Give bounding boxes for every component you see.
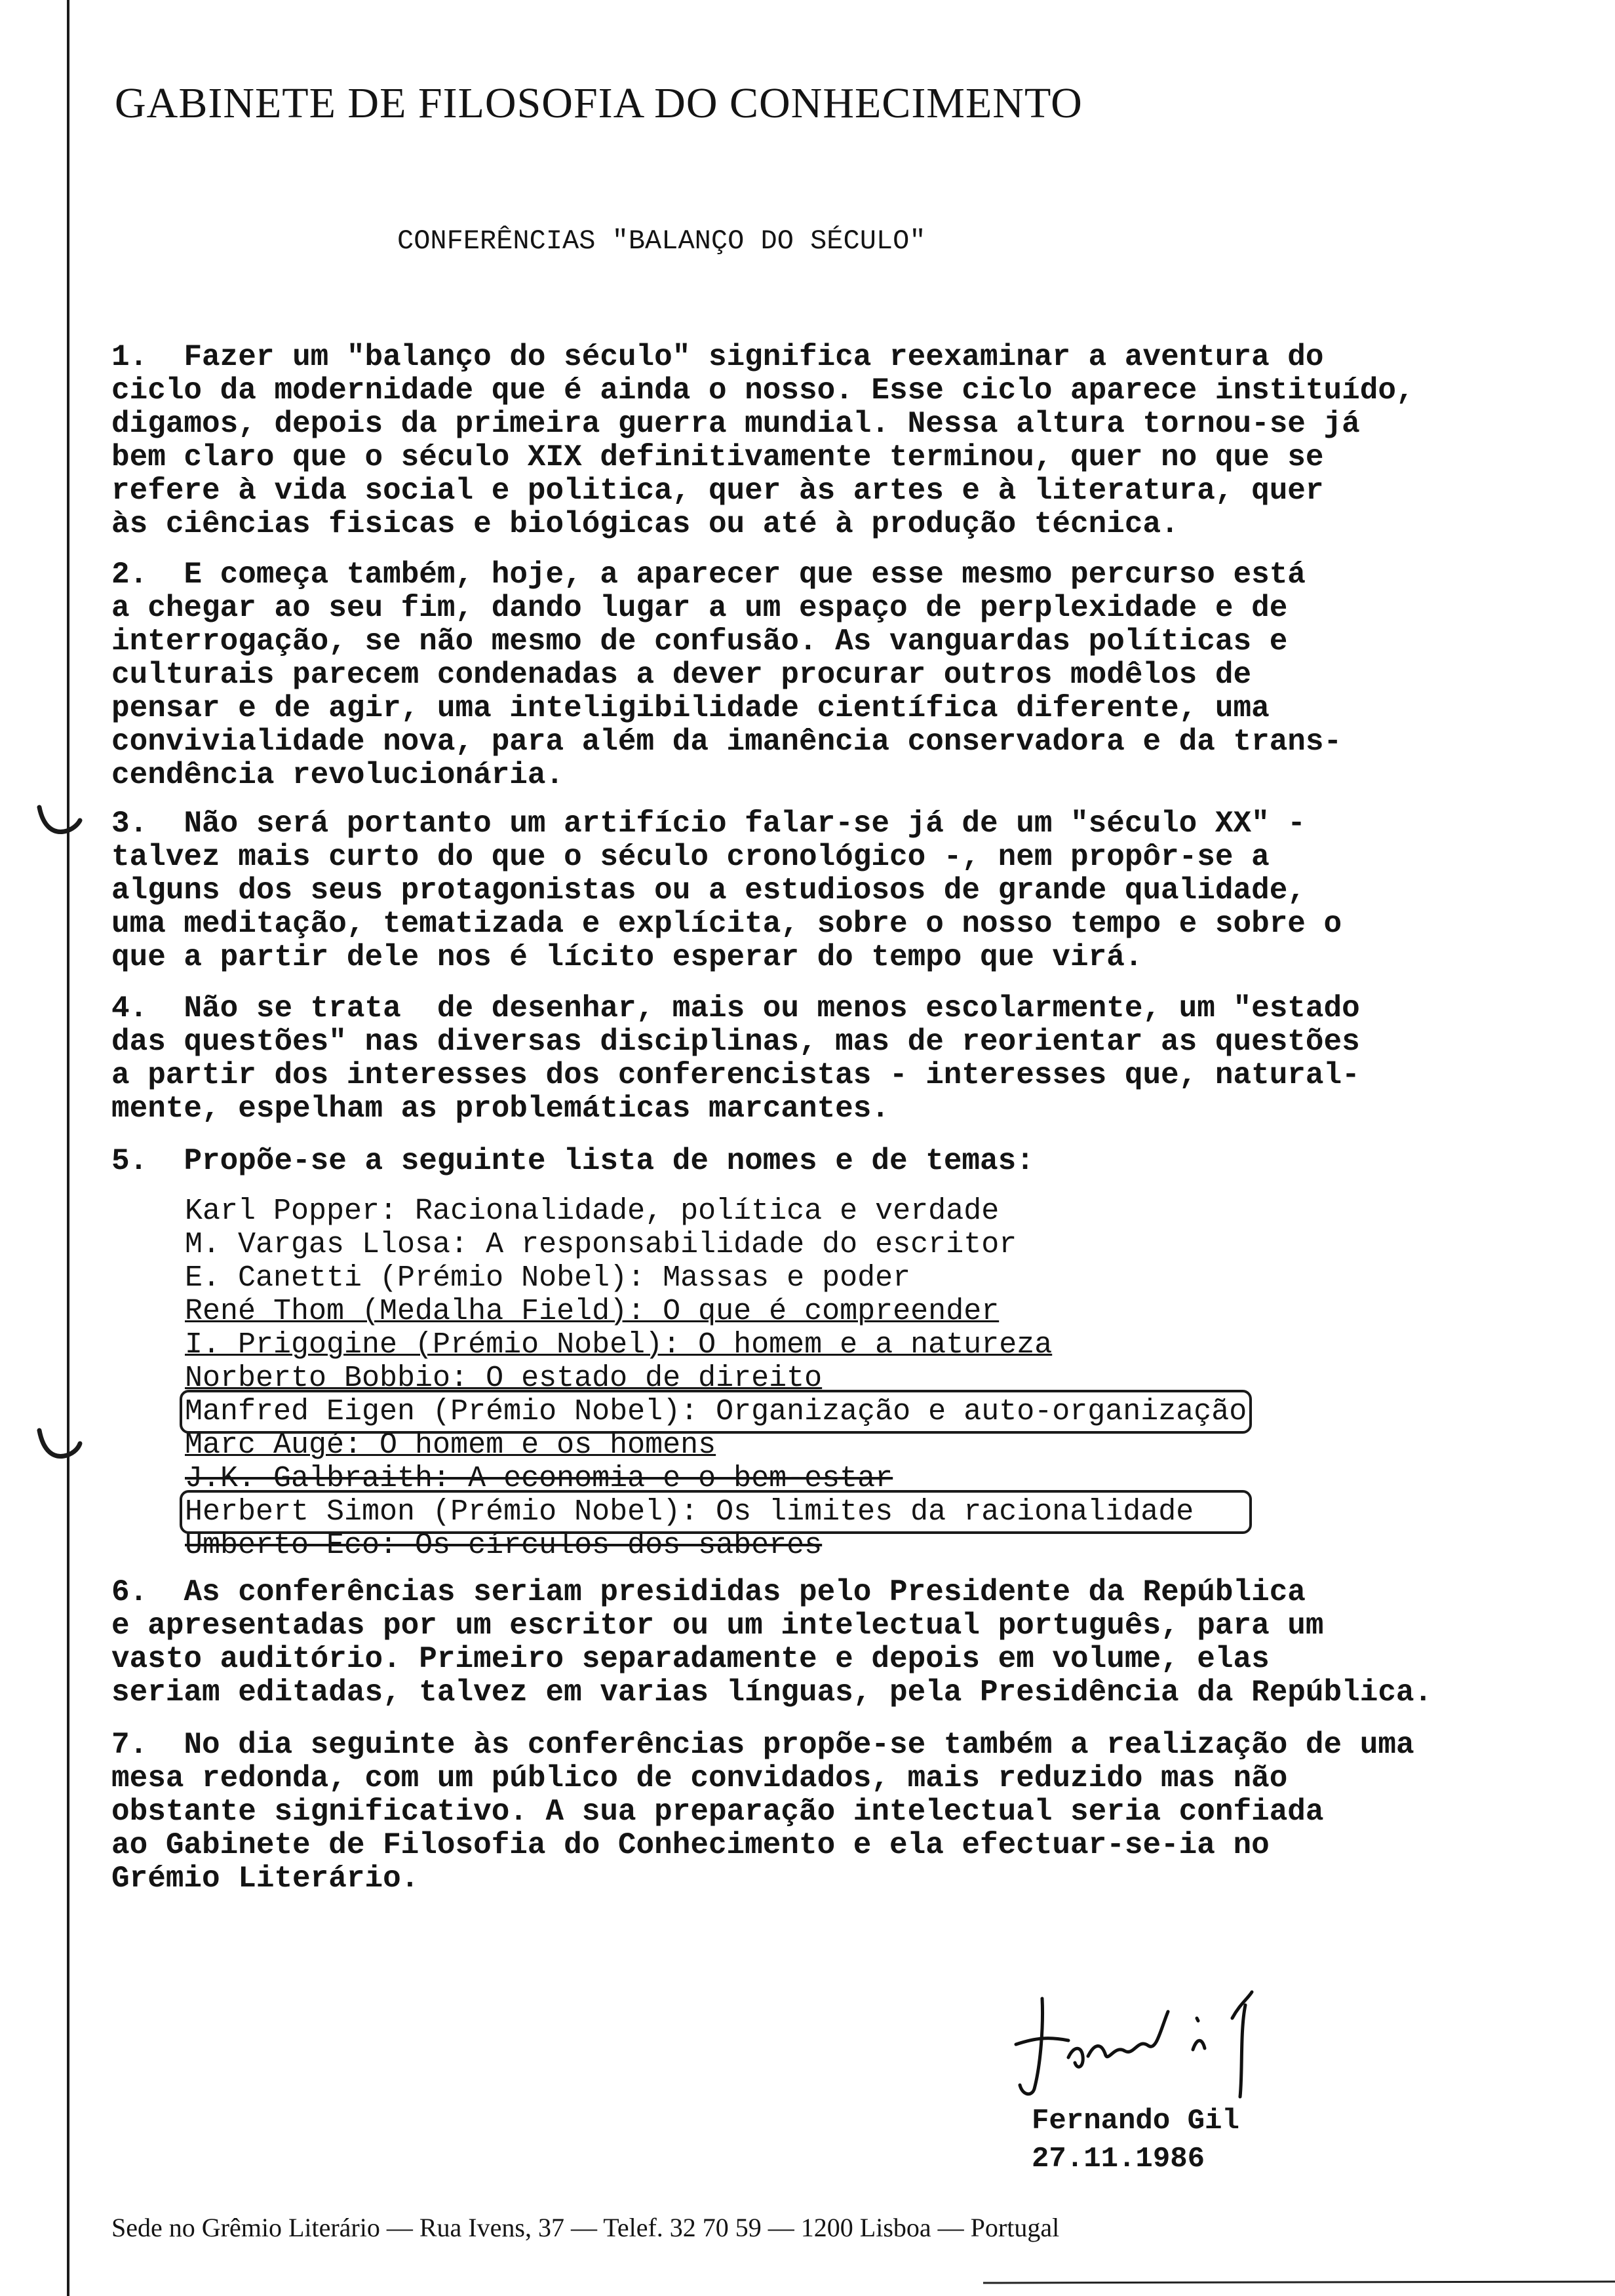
paragraph-line (111, 841, 1593, 874)
left-margin-rule (67, 0, 69, 2296)
document-subtitle: CONFERÊNCIAS "BALANÇO DO SÉCULO" (397, 225, 926, 257)
paragraph-line (111, 1676, 1593, 1710)
paragraph-text: mente, espelham as problemáticas marcantes. (111, 1092, 889, 1126)
paragraph-number: 1. (111, 340, 148, 374)
paragraph-text: culturais parecem condenadas a dever procurar outros modêlos de (111, 658, 1252, 692)
paragraph-text: Não será portanto um artifício falar-se já de um "século XX" - (184, 807, 1306, 841)
paragraph-text: Propõe-se a seguinte lista de nomes e de temas: (184, 1144, 1034, 1178)
paragraph-line (111, 692, 1593, 725)
paragraph-line (111, 408, 1593, 441)
paragraph-text: pensar e de agir, uma inteligibilidade científica diferente, uma (111, 691, 1270, 725)
paragraph-text: refere à vida social e politica, quer às artes e à literatura, quer (111, 474, 1324, 508)
paragraph-1 (111, 341, 1593, 541)
paragraph-line (111, 374, 1593, 408)
paragraph-line (111, 1762, 1593, 1795)
paragraph-text: ao Gabinete de Filosofia do Conhecimento e ela efectuar-se-ia no (111, 1828, 1270, 1862)
paragraph-text: Grémio Literário. (111, 1862, 419, 1896)
speaker-entry: I. Prigogine (Prémio Nobel): O homem e a natureza (185, 1328, 1053, 1362)
paragraph-text: obstante significativo. A sua preparação intelectual seria confiada (111, 1795, 1324, 1829)
paragraph-2 (111, 558, 1593, 792)
letterhead-footer: Sede no Grêmio Literário — Rua Ivens, 37 — Telef. 32 70 59 — 1200 Lisboa — Portugal (111, 2213, 1060, 2242)
paragraph-line (111, 1609, 1593, 1643)
paragraph-line (111, 592, 1593, 625)
paragraph-line (111, 625, 1593, 659)
paragraph-4 (111, 992, 1593, 1126)
paragraph-text: Fazer um "balanço do século" significa reexaminar a aventura do (184, 340, 1324, 374)
paragraph-line (111, 1729, 1593, 1762)
paragraph-text: bem claro que o século XIX definitivamente terminou, quer no que se (111, 440, 1324, 474)
paragraph-text: a chegar ao seu fim, dando lugar a um espaço de perplexidade e de (111, 591, 1288, 625)
speaker-entry: Herbert Simon (Prémio Nobel): Os limites da racionalidade (185, 1495, 1247, 1529)
paragraph-line (111, 807, 1593, 841)
page-title: GABINETE DE FILOSOFIA DO CONHECIMENTO (115, 79, 1083, 127)
paragraph-line (111, 725, 1593, 759)
speaker-entry: Karl Popper: Racionalidade, política e verdade (185, 1195, 1000, 1228)
paragraph-text: Não se trata de desenhar, mais ou menos escolarmente, um "estado (184, 991, 1360, 1025)
paragraph-line (111, 941, 1593, 974)
paragraph-text: cendência revolucionária. (111, 758, 564, 792)
paragraph-text: mesa redonda, com um público de convidados, mais reduzido mas não (111, 1761, 1288, 1795)
speaker-list (185, 1195, 1247, 1562)
paragraph-line (111, 558, 1593, 592)
paragraph-line (111, 474, 1593, 508)
speaker-entry: J.K. Galbraith: A economia e o bem-estar (185, 1462, 893, 1495)
paragraph-text: digamos, depois da primeira guerra mundial. Nessa altura tornou-se já (111, 407, 1360, 441)
paragraph-5 (111, 1145, 1593, 1178)
paragraph-line (111, 659, 1593, 692)
speaker-entry: René Thom (Medalha Field): O que é compreender (185, 1295, 1000, 1328)
paragraph-6 (111, 1576, 1593, 1710)
paragraph-7 (111, 1729, 1593, 1896)
paragraph-3 (111, 807, 1593, 974)
paragraph-line (111, 1862, 1593, 1896)
paragraph-text: alguns dos seus protagonistas ou a estudiosos de grande qualidade, (111, 873, 1306, 908)
paragraph-line (111, 1025, 1593, 1059)
paragraph-line (111, 1145, 1593, 1178)
speaker-entry: E. Canetti (Prémio Nobel): Massas e poder (185, 1261, 911, 1295)
paragraph-number: 6. (111, 1575, 148, 1609)
signatory-name: Fernando Gil (1032, 2105, 1239, 2137)
paragraph-line (111, 441, 1593, 474)
paragraph-text: ciclo da modernidade que é ainda o nosso. Esse ciclo aparece instituído, (111, 373, 1414, 408)
bottom-edge-scan-line (983, 2280, 1615, 2284)
paragraph-line (111, 992, 1593, 1025)
paragraph-line (111, 874, 1593, 908)
margin-check-mark-2 (34, 1425, 87, 1464)
paragraph-text: das questões" nas diversas disciplinas, mas de reorientar as questões (111, 1025, 1360, 1059)
paragraph-line (111, 759, 1593, 792)
margin-check-mark-1 (34, 801, 87, 840)
paragraph-line (111, 508, 1593, 541)
handwritten-signature (996, 1972, 1324, 2103)
paragraph-line (111, 341, 1593, 374)
paragraph-text: As conferências seriam presididas pelo Presidente da República (184, 1575, 1306, 1609)
speaker-entry: Marc Augé: O homem e os homens (185, 1428, 716, 1462)
paragraph-text: convivialidade nova, para além da imanência conservadora e da trans- (111, 725, 1342, 759)
speaker-entry: M. Vargas Llosa: A responsabilidade do escritor (185, 1228, 1017, 1261)
paragraph-line (111, 1576, 1593, 1609)
paragraph-text: uma meditação, tematizada e explícita, sobre o nosso tempo e sobre o (111, 907, 1342, 941)
paragraph-number: 2. (111, 558, 148, 592)
paragraph-text: No dia seguinte às conferências propõe-se também a realização de uma (184, 1728, 1414, 1762)
paragraph-text: seriam editadas, talvez em varias línguas, pela Presidência da República. (111, 1675, 1433, 1710)
paragraph-line (111, 1643, 1593, 1676)
paragraph-text: a partir dos interesses dos conferencistas - interesses que, natural- (111, 1058, 1360, 1092)
paragraph-line (111, 1795, 1593, 1829)
paragraph-text: que a partir dele nos é lícito esperar do tempo que virá. (111, 940, 1143, 974)
signature-date: 27.11.1986 (1032, 2143, 1205, 2175)
paragraph-number: 4. (111, 991, 148, 1025)
paragraph-line (111, 1059, 1593, 1092)
paragraph-text: vasto auditório. Primeiro separadamente e depois em volume, elas (111, 1642, 1270, 1676)
paragraph-text: E começa também, hoje, a aparecer que esse mesmo percurso está (184, 558, 1306, 592)
paragraph-line (111, 1829, 1593, 1862)
paragraph-number: 3. (111, 807, 148, 841)
paragraph-text: talvez mais curto do que o século cronológico -, nem propôr-se a (111, 840, 1270, 874)
paragraph-text: às ciências fisicas e biológicas ou até à produção técnica. (111, 507, 1179, 541)
paragraph-line (111, 1092, 1593, 1126)
speaker-entry: Manfred Eigen (Prémio Nobel): Organização e auto-organização (185, 1395, 1247, 1428)
paragraph-text: interrogação, se não mesmo de confusão. As vanguardas políticas e (111, 624, 1288, 659)
speaker-entry: Umberto Eco: Os círculos dos saberes (185, 1529, 823, 1562)
paragraph-number: 5. (111, 1144, 148, 1178)
paragraph-line (111, 908, 1593, 941)
speaker-entry: Norberto Bobbio: O estado de direito (185, 1362, 823, 1395)
paragraph-number: 7. (111, 1728, 148, 1762)
paragraph-text: e apresentadas por um escritor ou um intelectual português, para um (111, 1609, 1324, 1643)
